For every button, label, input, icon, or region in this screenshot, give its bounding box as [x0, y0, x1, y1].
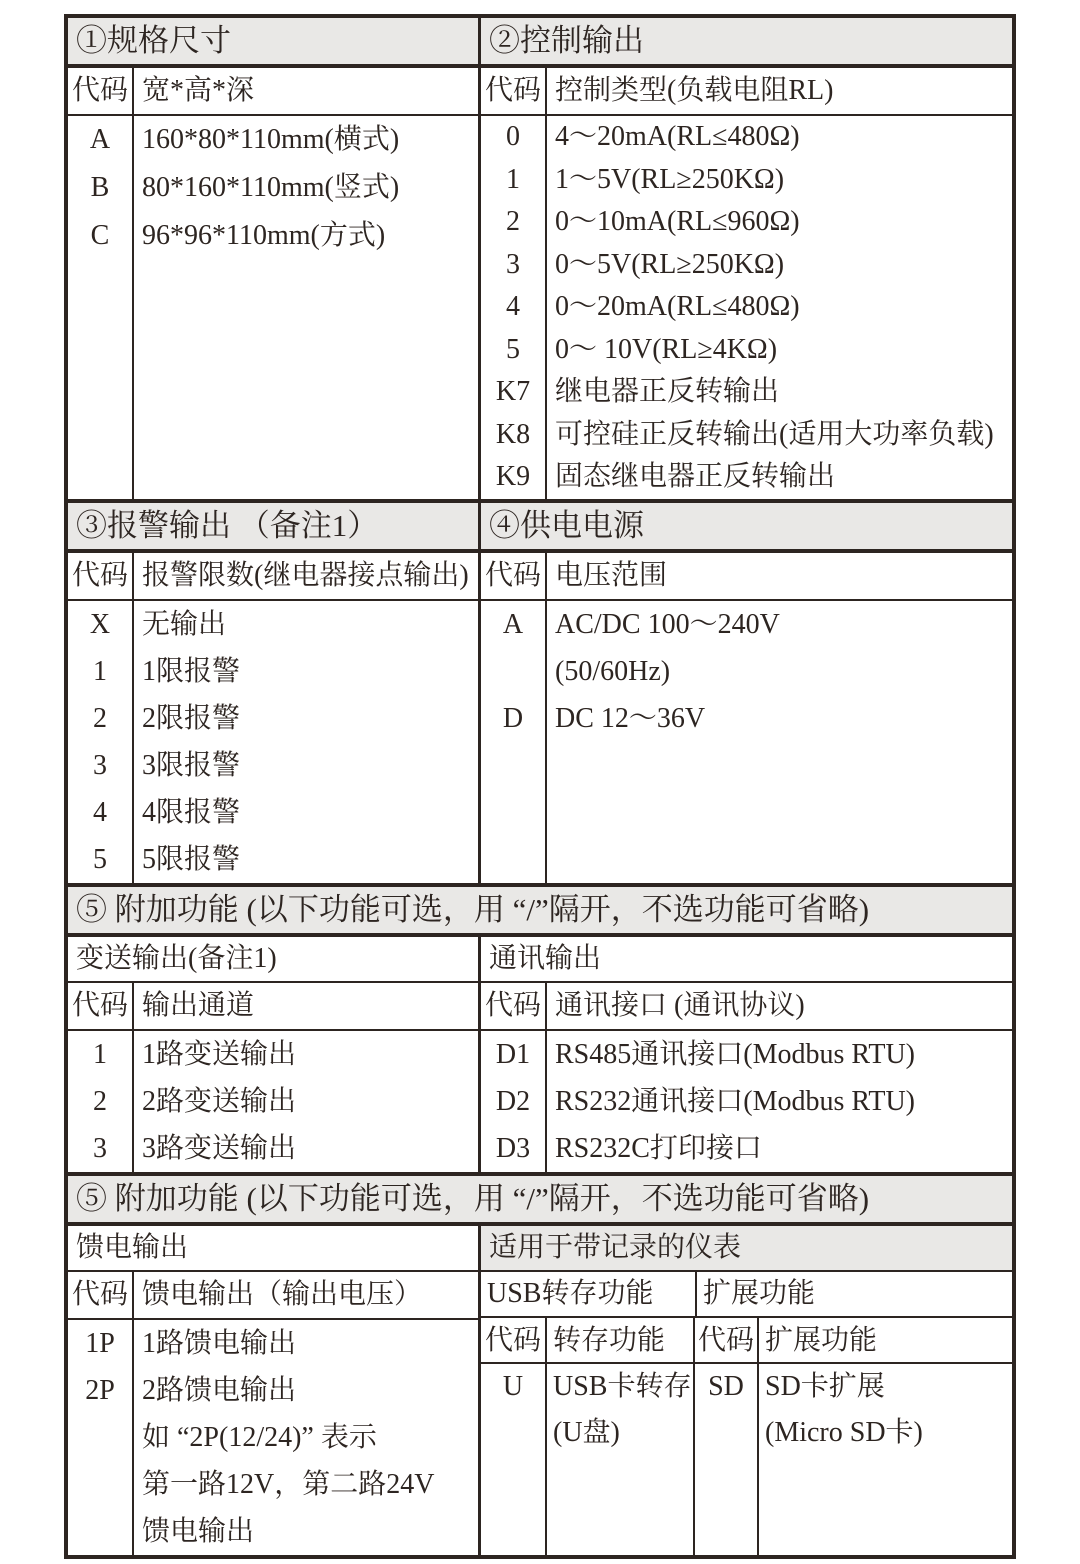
usb-ext-title-row	[481, 1272, 1012, 1318]
value-cell: 96*96*110mm(方式)	[142, 220, 386, 251]
col-header-desc: 输出通道	[142, 989, 255, 1021]
code-cell: SD	[708, 1370, 744, 1402]
section-title-alarm: ③报警输出 （备注1）	[76, 507, 379, 543]
code-cell: A	[89, 124, 111, 155]
col-header-code: 代码	[68, 1272, 134, 1318]
code-cell: 3	[93, 749, 107, 781]
code-cell: D	[502, 702, 524, 734]
value-cell: 4限报警	[142, 796, 241, 828]
value-cell: 2限报警	[142, 702, 241, 734]
value-column	[547, 116, 1012, 499]
col-header-code: 代码	[481, 1318, 545, 1364]
subtitle-transmit-output: 变送输出(备注1)	[76, 942, 277, 974]
value-column	[547, 601, 1012, 883]
power-half	[481, 553, 1012, 883]
feed-column-headers	[68, 1272, 478, 1320]
section-addon-2	[68, 1172, 1012, 1555]
transmit-column-headers	[68, 983, 478, 1031]
value-cell: RS232通讯接口(Modbus RTU)	[555, 1085, 916, 1117]
section-title-spec: ①规格尺寸	[76, 23, 231, 58]
value-cell: 160*80*110mm(横式)	[142, 124, 400, 155]
code-cell: B	[90, 172, 110, 203]
usb-function-title: USB转存功能	[481, 1272, 697, 1316]
col-header-desc: 扩展功能	[759, 1318, 1012, 1364]
section-header-row	[68, 503, 1012, 553]
code-column	[481, 1031, 547, 1172]
code-cell: 5	[93, 843, 107, 875]
transmit-half	[68, 983, 478, 1172]
value-cell: AC/DC 100～240V	[555, 608, 780, 640]
code-cell: K8	[495, 418, 531, 450]
col-header-desc: 电压范围	[555, 559, 668, 591]
value-cell: 如 “2P(12/24)” 表示	[142, 1421, 377, 1453]
col-header-desc: 宽*高*深	[142, 75, 255, 106]
value-cell: 1路馈电输出	[142, 1327, 297, 1359]
ext-function-title: 扩展功能	[703, 1277, 816, 1309]
section-header-row	[68, 1176, 1012, 1226]
col-header-code: 代码	[68, 983, 134, 1029]
code-cell	[481, 648, 545, 695]
value-column	[134, 1320, 478, 1555]
value-cell: 无输出	[142, 608, 227, 640]
value-column	[547, 1031, 1012, 1172]
subtitle-comm-output: 通讯输出	[489, 942, 602, 974]
usb-code-column	[481, 1318, 547, 1555]
alarm-half	[68, 553, 478, 883]
power-column-headers	[481, 553, 1012, 601]
col-header-code: 代码	[68, 68, 134, 114]
code-cell: 2	[506, 206, 520, 237]
code-cell: D1	[495, 1038, 531, 1070]
code-cell: 2	[93, 702, 107, 734]
sd-value-column	[759, 1318, 1012, 1555]
control-data	[481, 116, 1012, 499]
code-column	[481, 601, 547, 883]
spec-data	[68, 116, 478, 499]
value-cell: 0～5V(RL≥250KΩ)	[555, 248, 785, 280]
code-cell: D2	[495, 1085, 531, 1117]
col-header-desc: 转存功能	[547, 1318, 693, 1364]
value-cell: 4～20mA(RL≤480Ω)	[555, 121, 800, 152]
code-cell: U	[502, 1370, 524, 1402]
value-cell: 1限报警	[142, 655, 241, 687]
usb-sd-grid	[481, 1318, 1012, 1555]
section-alarm-power	[68, 499, 1012, 883]
value-cell: (50/60Hz)	[555, 655, 671, 687]
value-cell: SD卡扩展	[765, 1370, 885, 1402]
value-cell: (U盘)	[553, 1416, 620, 1448]
spec-column-headers	[68, 68, 478, 116]
code-cell: X	[89, 608, 111, 640]
alarm-column-headers	[68, 553, 478, 601]
col-header-code: 代码	[68, 553, 134, 599]
code-cell: 4	[506, 291, 520, 322]
code-column	[68, 1031, 134, 1172]
value-column	[134, 1031, 478, 1172]
value-cell: 80*160*110mm(竖式)	[142, 172, 400, 203]
subtitle-recorder-models: 适用于带记录的仪表	[481, 1226, 1012, 1270]
value-cell: 馈电输出	[142, 1515, 255, 1547]
control-column-headers	[481, 68, 1012, 116]
recorder-half	[481, 1272, 1012, 1555]
code-cell	[481, 1410, 545, 1456]
col-header-desc: 报警限数(继电器接点输出)	[142, 559, 469, 591]
addon1-subtitle-row	[68, 937, 1012, 983]
col-header-desc: 通讯接口 (通讯协议)	[555, 989, 805, 1021]
code-column	[68, 1320, 134, 1555]
code-cell: A	[502, 608, 524, 640]
code-cell: K7	[495, 376, 531, 407]
value-cell: 继电器正反转输出	[555, 376, 780, 407]
ordering-spec-table	[64, 14, 1016, 1559]
sd-code-column	[695, 1318, 759, 1555]
value-cell: 可控硅正反转输出(适用大功率负载)	[555, 418, 994, 450]
code-cell: C	[90, 220, 110, 251]
value-cell: 2路变送输出	[142, 1085, 297, 1117]
section-title-control: ②控制输出	[489, 23, 644, 58]
code-cell: 3	[93, 1132, 107, 1164]
section-header-row	[68, 887, 1012, 937]
alarm-data	[68, 601, 478, 883]
addon2-subtitle-row	[68, 1226, 1012, 1272]
value-cell: 1路变送输出	[142, 1038, 297, 1070]
code-cell: 1	[506, 163, 520, 195]
control-half	[481, 68, 1012, 499]
code-column	[68, 116, 134, 499]
section-title-addon-2: ⑤ 附加功能 (以下功能可选，用 “/”隔开，不选功能可省略)	[76, 1180, 870, 1216]
power-data	[481, 601, 1012, 883]
code-cell: 2	[93, 1085, 107, 1117]
col-header-code: 代码	[481, 983, 547, 1029]
col-header-desc: 控制类型(负载电阻RL)	[555, 75, 834, 106]
code-cell: 0	[506, 121, 520, 152]
value-cell: 3路变送输出	[142, 1132, 297, 1164]
value-cell: DC 12～36V	[555, 702, 706, 734]
usb-value-column	[547, 1318, 695, 1555]
col-header-code: 代码	[481, 68, 547, 114]
section-addon-1	[68, 883, 1012, 1172]
code-cell	[695, 1410, 757, 1456]
subtitle-feed-output: 馈电输出	[76, 1231, 189, 1263]
value-cell: 0～20mA(RL≤480Ω)	[555, 291, 800, 322]
transmit-data	[68, 1031, 478, 1172]
code-cell: 1	[93, 1038, 107, 1070]
comm-data	[481, 1031, 1012, 1172]
value-cell: 3限报警	[142, 749, 241, 781]
spec-half	[68, 68, 478, 499]
feed-half	[68, 1272, 478, 1555]
section-header-row	[68, 18, 1012, 68]
value-cell: 0～10mA(RL≤960Ω)	[555, 206, 800, 237]
feed-data	[68, 1320, 478, 1555]
value-cell: 2路馈电输出	[142, 1374, 297, 1406]
value-cell: 0～ 10V(RL≥4KΩ)	[555, 333, 778, 365]
code-cell: 1	[93, 655, 107, 687]
value-cell: 5限报警	[142, 843, 241, 875]
section-title-addon-1: ⑤ 附加功能 (以下功能可选，用 “/”隔开，不选功能可省略)	[76, 891, 870, 927]
comm-half	[481, 983, 1012, 1172]
code-cell: 5	[506, 333, 520, 365]
value-column	[134, 116, 478, 499]
value-cell: 固态继电器正反转输出	[555, 461, 836, 492]
col-header-code: 代码	[481, 553, 547, 599]
code-cell: 2P	[85, 1374, 115, 1406]
code-column	[481, 116, 547, 499]
code-column	[68, 601, 134, 883]
code-cell: D3	[495, 1132, 531, 1164]
value-column	[134, 601, 478, 883]
value-cell: 第一路12V，第二路24V	[142, 1468, 435, 1500]
col-header-desc: 馈电输出（输出电压）	[142, 1278, 423, 1310]
code-cell: 3	[506, 248, 520, 280]
value-cell: 1～5V(RL≥250KΩ)	[555, 163, 785, 195]
value-cell: USB卡转存	[553, 1370, 692, 1402]
code-cell: 1P	[85, 1327, 115, 1359]
section-title-power: ④供电电源	[489, 507, 644, 543]
comm-column-headers	[481, 983, 1012, 1031]
col-header-code: 代码	[695, 1318, 757, 1364]
code-cell: K9	[495, 461, 531, 492]
section-spec-control	[68, 18, 1012, 499]
code-cell: 4	[93, 796, 107, 828]
value-cell: (Micro SD卡)	[765, 1416, 923, 1448]
value-cell: RS232C打印接口	[555, 1132, 762, 1164]
value-cell: RS485通讯接口(Modbus RTU)	[555, 1038, 916, 1070]
